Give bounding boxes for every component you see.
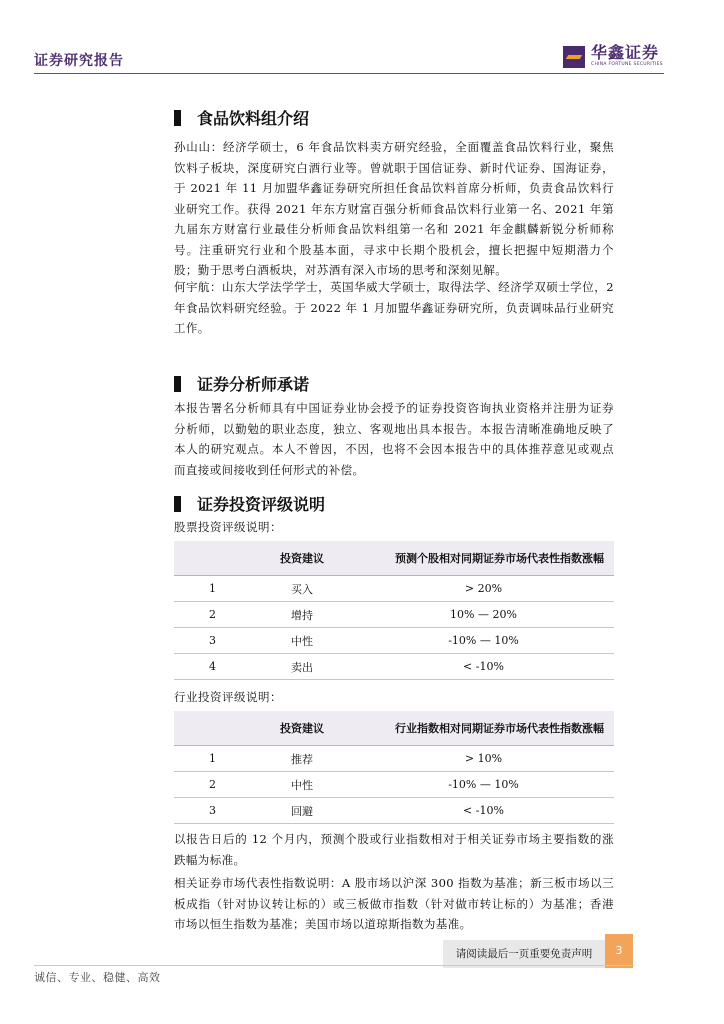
section-bar-icon <box>174 496 181 512</box>
table-header-cell: 预测个股相对同期证券市场代表性指数涨幅 <box>353 541 614 576</box>
table-row <box>174 798 614 824</box>
table-header-cell: 投资建议 <box>251 711 353 746</box>
range-cell: 10% — 20% <box>353 602 614 628</box>
rank-cell: 2 <box>174 602 251 628</box>
footer-divider <box>34 965 634 966</box>
rank-cell: 1 <box>174 746 251 772</box>
logo-name-en: CHINA FORTUNE SECURITIES <box>591 62 663 67</box>
stock-rating-table <box>174 541 614 680</box>
analyst-bio-1: 孙山山：经济学硕士，6 年食品饮料卖方研究经验，全面覆盖食品饮料行业，聚焦饮料子板块，深度研究白酒行业等。曾就职于国信证券、新时代证券、国海证券，于 2021 年 11 月加盟华鑫证券研究所担任食品饮料首席分析师，负责食品饮料行业研究工作。获得 2021 年东方财富百强分析师食品饮料行业第一名、2021 年第九届东方财富行业最佳分析师食品饮料组第一名和 2021 年金麒麟新锐分析师称号。注重研究行业和个股基本面，寻求中长期个股机会，擅长把握中短期潜力个股；勤于思考白酒板块，对苏酒有深入市场的思考和深刻见解。 <box>174 140 614 277</box>
advice-cell: 增持 <box>251 602 353 628</box>
table-row <box>174 746 614 772</box>
rank-cell: 3 <box>174 628 251 654</box>
table-row <box>174 602 614 628</box>
advice-cell: 卖出 <box>251 654 353 680</box>
table-header-row <box>174 541 614 576</box>
table-header-cell: 投资建议 <box>251 541 353 576</box>
report-type-label: 证券研究报告 <box>34 53 124 69</box>
company-motto: 诚信、专业、稳健、高效 <box>34 971 161 984</box>
range-cell: > 20% <box>353 576 614 602</box>
header-divider <box>34 73 664 74</box>
section-bar-icon <box>174 376 181 392</box>
team-section-title <box>174 106 309 129</box>
commitment-text: 本报告署名分析师具有中国证券业协会授予的证券投资咨询执业资格并注册为证券分析师，以勤勉的职业态度，独立、客观地出具本报告。本报告清晰准确地反映了本人的研究观点。本人不曾因，不因，也将不会因本报告中的具体推荐意见或观点而直接或间接收到任何形式的补偿。 <box>174 401 614 477</box>
company-logo <box>563 45 663 68</box>
team-section-title-text: 食品饮料组介绍 <box>197 109 310 128</box>
advice-cell: 推荐 <box>251 746 353 772</box>
industry-rating-label: 行业投资评级说明： <box>174 690 282 704</box>
analyst-bio-2: 何宇航：山东大学法学学士，英国华威大学硕士，取得法学、经济学双硕士学位，2 年食品饮料研究经验。于 2022 年 1 月加盟华鑫证券研究所，负责调味品行业研究工作。 <box>174 280 614 335</box>
section-bar-icon <box>174 110 181 126</box>
range-cell: -10% — 10% <box>353 628 614 654</box>
disclaimer-notice: 请阅读最后一页重要免责声明 <box>443 940 605 968</box>
advice-cell: 中性 <box>251 628 353 654</box>
advice-cell: 回避 <box>251 798 353 824</box>
rank-cell: 1 <box>174 576 251 602</box>
advice-cell: 中性 <box>251 772 353 798</box>
table-header-cell <box>174 711 251 746</box>
rating-period-note: 以报告日后的 12 个月内，预测个股或行业指数相对于相关证券市场主要指数的涨跌幅为标准。 <box>174 832 614 867</box>
index-benchmark-note: 相关证券市场代表性指数说明：A 股市场以沪深 300 指数为基准；新三板市场以三板成指（针对协议转让标的）或三板做市指数（针对做市转让标的）为基准；香港市场以恒生指数为基准；美国市场以道琼斯指数为基准。 <box>174 876 614 931</box>
industry-rating-table <box>174 711 614 824</box>
table-row <box>174 628 614 654</box>
table-row <box>174 654 614 680</box>
range-cell: -10% — 10% <box>353 772 614 798</box>
commitment-section-title <box>174 372 309 395</box>
page-number: 3 <box>605 934 633 968</box>
logo-name-cn: 华鑫证券 <box>591 43 660 62</box>
logo-mark-icon <box>563 46 585 68</box>
advice-cell: 买入 <box>251 576 353 602</box>
rank-cell: 3 <box>174 798 251 824</box>
commitment-section-title-text: 证券分析师承诺 <box>197 375 310 394</box>
table-header-cell <box>174 541 251 576</box>
rating-section-title <box>174 492 325 515</box>
table-row <box>174 576 614 602</box>
table-row <box>174 772 614 798</box>
rank-cell: 2 <box>174 772 251 798</box>
stock-rating-label: 股票投资评级说明： <box>174 520 282 534</box>
table-header-cell: 行业指数相对同期证券市场代表性指数涨幅 <box>353 711 614 746</box>
range-cell: < -10% <box>353 654 614 680</box>
table-header-row <box>174 711 614 746</box>
range-cell: < -10% <box>353 798 614 824</box>
rating-section-title-text: 证券投资评级说明 <box>197 495 326 514</box>
range-cell: > 10% <box>353 746 614 772</box>
rank-cell: 4 <box>174 654 251 680</box>
